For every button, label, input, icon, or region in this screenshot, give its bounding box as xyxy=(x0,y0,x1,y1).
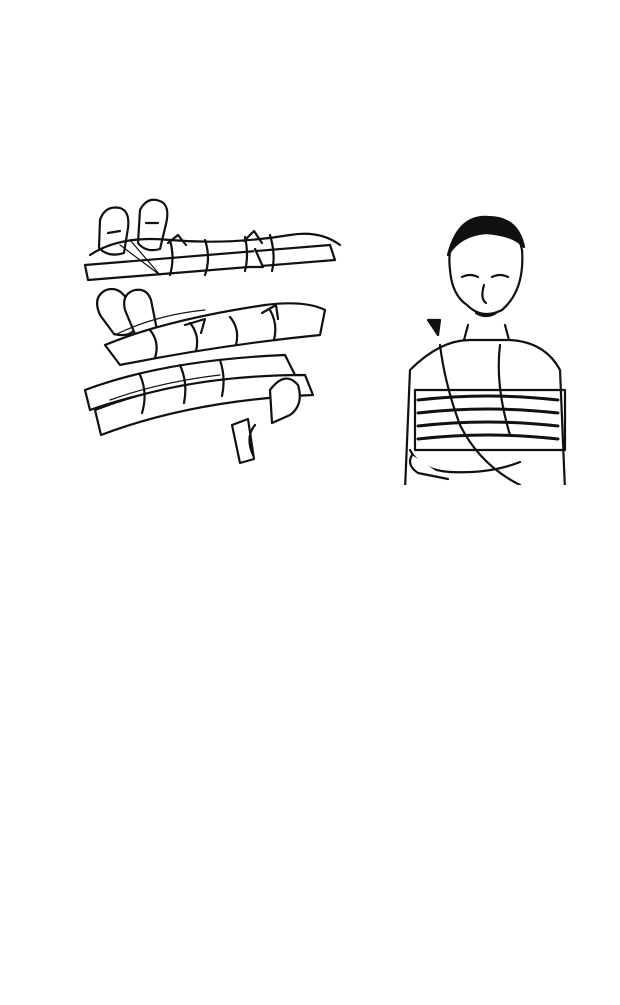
legs-splint-illustration xyxy=(85,200,340,463)
figure-immobilization xyxy=(0,185,620,485)
arm-sling-man-illustration xyxy=(405,217,565,485)
